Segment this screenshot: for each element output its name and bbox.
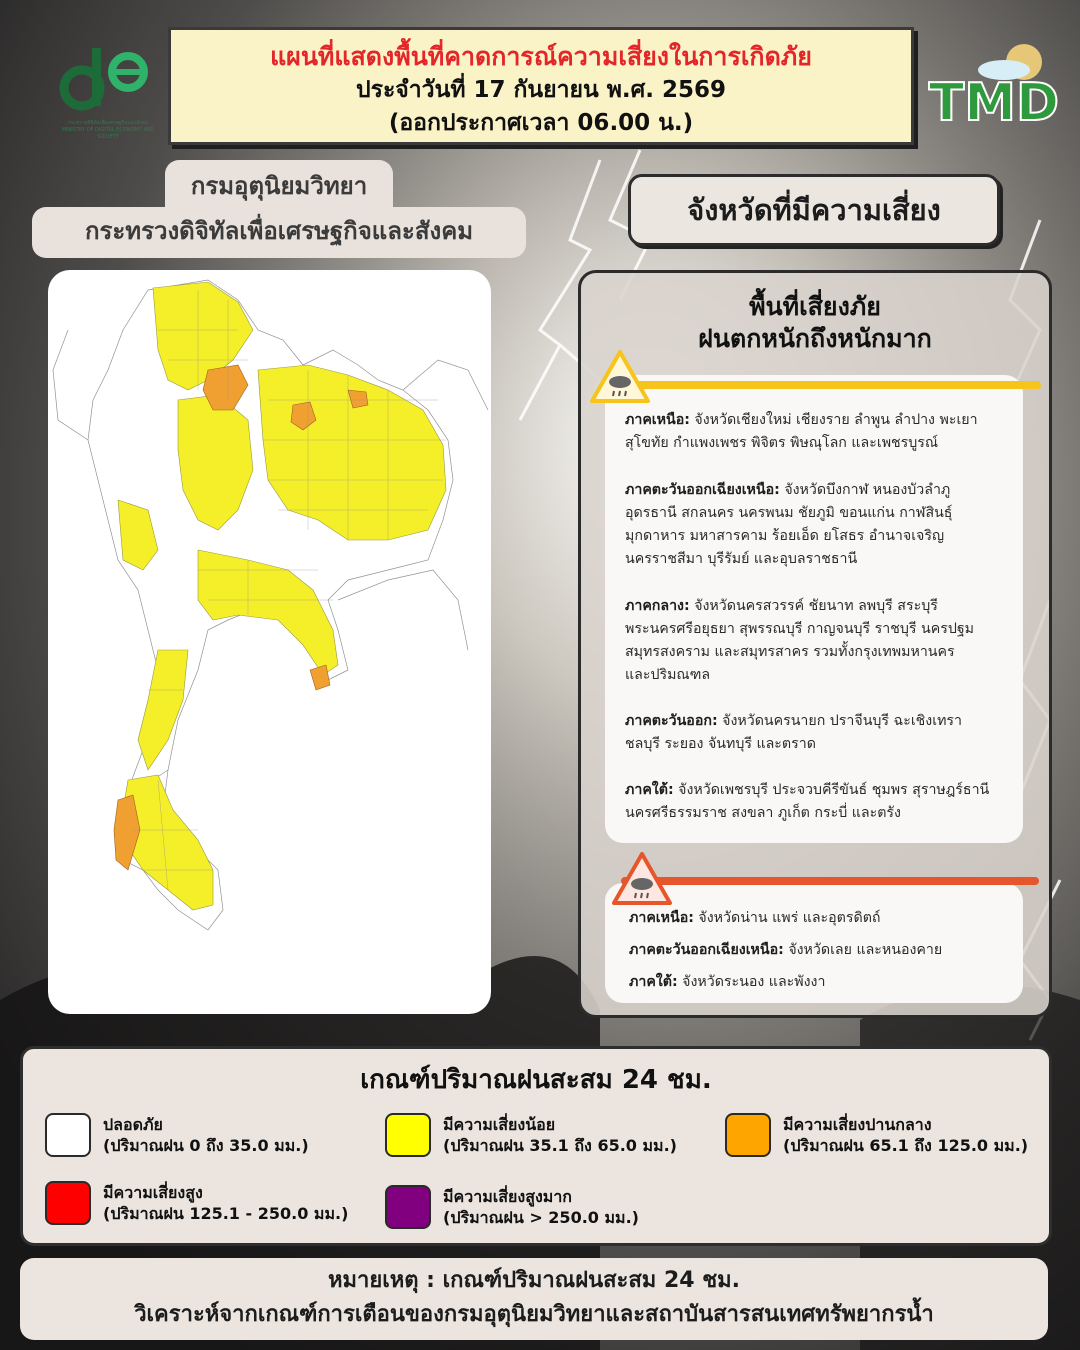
- footnote: [20, 1258, 1048, 1340]
- moderate-risk-south: ภาคใต้: จังหวัดระนอง และพังงา: [629, 974, 826, 990]
- legend-range-moderate: (ปริมาณฝน 65.1 ถึง 125.0 มม.): [783, 1136, 1029, 1155]
- panel-heading-2: ฝนตกหนักถึงหนักมาก: [698, 324, 932, 353]
- ministry-logo-icon: [52, 42, 164, 120]
- risk-provinces-title: จังหวัดที่มีความเสี่ยง: [628, 174, 1000, 246]
- low-risk-northeast: ภาคตะวันออกเฉียงเหนือ: จังหวัดบึงกาฬ หนองบัวลำภู อุดรธานี สกลนคร นครพนม ชัยภูมิ ขอนแก่น กาฬสินธุ์ มุกดาหาร มหาสารคาม ร้อยเอ็ด ยโสธร อำนาจเจริญ นครราชสีมา บุรีรัมย์ และอุบลราชธานี: [625, 482, 953, 567]
- rain-warning-icon: [589, 349, 651, 405]
- tmd-logo-icon: [924, 40, 1064, 130]
- ministry-logo-caption-th: กระทรวงดิจิทัลเพื่อเศรษฐกิจและสังคม: [67, 120, 149, 126]
- legend-item-low: [385, 1113, 677, 1157]
- low-risk-south: ภาคใต้: จังหวัดเพชรบุรี ประจวบคีรีขันธ์ ชุมพร สุราษฎร์ธานี นครศรีธรรมราช สงขลา ภูเก็ต กระบี่ และตรัง: [625, 782, 990, 821]
- low-risk-central: ภาคกลาง: จังหวัดนครสวรรค์ ชัยนาท ลพบุรี สระบุรี พระนครศรีอยุธยา สุพรรณบุรี กาญจนบุรี ราชบุรี นครปฐม สมุทรสงคราม และสมุทรสาคร รวมทั้งกรุงเทพมหานคร และปริมณฑล: [625, 598, 975, 683]
- moderate-risk-north: ภาคเหนือ: จังหวัดน่าน แพร่ และอุตรดิตถ์: [629, 910, 881, 926]
- page-title: แผนที่แสดงพื้นที่คาดการณ์ความเสี่ยงในการเกิดภัย: [270, 42, 812, 71]
- legend-range-very-high: (ปริมาณฝน > 250.0 มม.): [443, 1208, 639, 1227]
- issue-time: (ออกประกาศเวลา 06.00 น.): [388, 110, 694, 136]
- footnote-line2: วิเคราะห์จากเกณฑ์การเตือนของกรมอุตุนิยมวิทยาและสถาบันสารสนเทศทรัพยากรน้ำ: [134, 1302, 934, 1327]
- legend-title: เกณฑ์ปริมาณฝนสะสม 24 ชม.: [360, 1065, 712, 1095]
- page-date: ประจำวันที่ 17 กันยายน พ.ศ. 2569: [355, 77, 727, 103]
- tmd-logo-text: TMD: [928, 73, 1060, 130]
- legend-range-low: (ปริมาณฝน 35.1 ถึง 65.0 มม.): [443, 1136, 677, 1155]
- footnote-line1: หมายเหตุ : เกณฑ์ปริมาณฝนสะสม 24 ชม.: [327, 1268, 741, 1293]
- legend-item-moderate: [725, 1113, 1028, 1157]
- rainfall-legend: [20, 1046, 1052, 1246]
- legend-label-low: มีความเสี่ยงน้อย: [443, 1115, 556, 1134]
- legend-swatch-low: [385, 1113, 431, 1157]
- legend-label-very-high: มีความเสี่ยงสูงมาก: [443, 1187, 572, 1206]
- low-risk-north: ภาคเหนือ: จังหวัดเชียงใหม่ เชียงราย ลำพูน ลำปาง พะเยา สุโขทัย กำแพงเพชร พิจิตร พิษณุโลก และเพชรบูรณ์: [625, 412, 978, 451]
- legend-swatch-moderate: [725, 1113, 771, 1157]
- heavy-rain-warning-icon: [611, 851, 673, 907]
- legend-item-safe: [45, 1113, 309, 1157]
- org-department: กรมอุตุนิยมวิทยา: [165, 160, 393, 207]
- low-risk-areas: [118, 282, 446, 910]
- legend-range-high: (ปริมาณฝน 125.1 - 250.0 มม.): [103, 1204, 349, 1223]
- legend-range-safe: (ปริมาณฝน 0 ถึง 35.0 มม.): [103, 1136, 309, 1155]
- legend-swatch-high: [45, 1181, 91, 1225]
- risk-areas-panel: [578, 270, 1052, 1018]
- org-ministry: กระทรวงดิจิทัลเพื่อเศรษฐกิจและสังคม: [32, 207, 526, 258]
- legend-label-moderate: มีความเสี่ยงปานกลาง: [783, 1115, 932, 1134]
- thailand-map-svg: [48, 270, 491, 1014]
- low-risk-east: ภาคตะวันออก: จังหวัดนครนายก ปราจีนบุรี ฉะเชิงเทรา ชลบุรี ระยอง จันทบุรี และตราด: [625, 713, 963, 752]
- legend-label-high: มีความเสี่ยงสูง: [103, 1183, 203, 1202]
- moderate-risk-bar: [621, 877, 1039, 885]
- ministry-logo: [52, 42, 164, 140]
- legend-label-safe: ปลอดภัย: [103, 1115, 163, 1134]
- tmd-logo: [924, 40, 1064, 130]
- legend-swatch-very-high: [385, 1185, 431, 1229]
- legend-swatch-safe: [45, 1113, 91, 1157]
- low-risk-bar: [621, 381, 1041, 389]
- title-box: [168, 27, 914, 145]
- thailand-risk-map: [48, 270, 491, 1014]
- org-label: [32, 160, 526, 252]
- legend-item-very-high: [385, 1185, 639, 1229]
- moderate-risk-northeast: ภาคตะวันออกเฉียงเหนือ: จังหวัดเลย และหนองคาย: [629, 942, 943, 958]
- panel-heading-1: พื้นที่เสี่ยงภัย: [749, 292, 881, 321]
- ministry-logo-caption-en: MINISTRY OF DIGITAL ECONOMY AND SOCIETY: [61, 127, 155, 140]
- legend-item-high: [45, 1181, 348, 1225]
